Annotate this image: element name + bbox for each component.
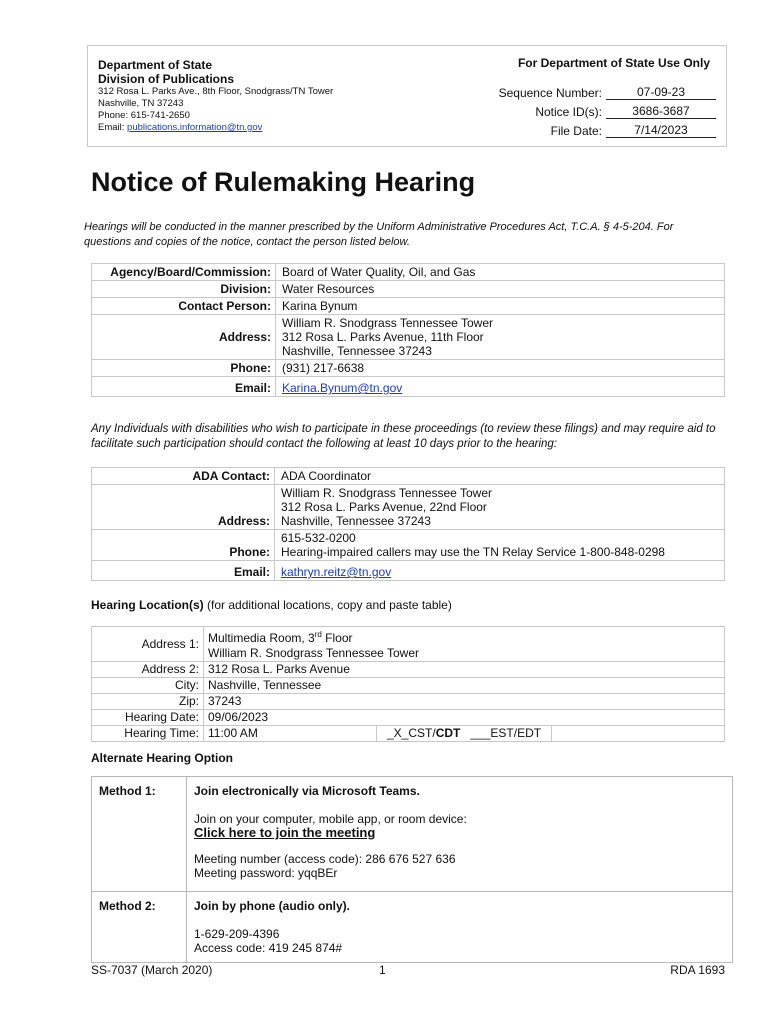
email-label: Email: [92, 377, 276, 397]
publisher-city: Nashville, TN 37243 [98, 98, 184, 109]
publisher-email-link[interactable]: publications.information@tn.gov [127, 122, 263, 133]
cst-label: CST/ [408, 726, 436, 740]
ada-contact-row [92, 468, 725, 485]
alternate-option-heading: Alternate Hearing Option [91, 751, 234, 765]
publisher-info [98, 58, 333, 134]
publisher-email-line [98, 122, 333, 134]
hearing-locations-heading-note: (for additional locations, copy and paste table) [203, 598, 452, 612]
loc-zip-value: 37243 [204, 694, 725, 710]
loc-city-label: City: [92, 678, 204, 694]
file-date-value: 7/14/2023 [606, 123, 716, 138]
division-value: Water Resources [276, 281, 725, 298]
loc-room: Multimedia Room, 3 [208, 631, 315, 645]
method-2-details [187, 892, 733, 963]
office-use-title: For Department of State Use Only [517, 56, 710, 70]
est-label: EST/EDT [490, 726, 542, 740]
rda-number: RDA 1693 [670, 963, 725, 977]
division-label: Division: [92, 281, 276, 298]
hearing-location-table [91, 626, 725, 742]
publisher-address: 312 Rosa L. Parks Ave., 8th Floor, Snodgrass/TN Tower [98, 86, 334, 97]
ada-email-cell [275, 561, 725, 581]
method-2-title: Join by phone (audio only). [194, 899, 350, 913]
loc-address1-line-1 [208, 627, 720, 646]
ada-address-line-3: Nashville, Tennessee 37243 [281, 514, 431, 528]
notice-id-label: Notice ID(s): [535, 105, 602, 119]
hearing-locations-heading-bold: Hearing Location(s) [91, 598, 204, 612]
file-date-label: File Date: [550, 124, 602, 138]
method-1-details [187, 777, 733, 892]
sequence-value: 07-09-23 [606, 85, 716, 100]
method-2-row [92, 892, 733, 963]
agency-row [92, 264, 725, 281]
loc-time-value: 11:00 AM [204, 726, 377, 742]
page-footer [91, 963, 725, 977]
loc-address1-label: Address 1: [92, 627, 204, 662]
loc-timezone-options [377, 726, 552, 742]
loc-address2-row [92, 662, 725, 678]
loc-time-label: Hearing Time: [92, 726, 204, 742]
form-number: SS-7037 (March 2020) [91, 963, 213, 977]
disability-note: Any Individuals with disabilities who wish to participate in these proceedings (to review these filings) and may require aid to facilitate such participation should contact the following at least 10 days prior to the hearing: [91, 423, 716, 450]
ada-email-label: Email: [92, 561, 275, 581]
ada-address-line-1: William R. Snodgrass Tennessee Tower [281, 486, 492, 500]
address-label: Address: [92, 315, 276, 360]
phone-label: Phone: [92, 360, 276, 377]
loc-address1-line-2: William R. Snodgrass Tennessee Tower [208, 646, 419, 660]
agency-value: Board of Water Quality, Oil, and Gas [276, 264, 725, 281]
method-2-label: Method 2: [92, 892, 187, 963]
notice-id-value: 3686-3687 [606, 104, 716, 119]
agency-label: Agency/Board/Commission: [92, 264, 276, 281]
cdt-label: CDT [435, 726, 461, 740]
ada-table [91, 467, 725, 581]
contact-label: Contact Person: [92, 298, 276, 315]
loc-address1-row [92, 627, 725, 662]
method-1-row [92, 777, 733, 892]
loc-room-ordinal: rd [314, 630, 322, 639]
address-line-2: 312 Rosa L. Parks Avenue, 11th Floor [282, 330, 484, 344]
method-1-title: Join electronically via Microsoft Teams. [194, 784, 420, 798]
join-meeting-link[interactable]: Click here to join the meeting [194, 825, 376, 840]
contact-email-link[interactable]: Karina.Bynum@tn.gov [282, 381, 403, 395]
division-name: Division of Publications [98, 72, 235, 86]
email-row [92, 377, 725, 397]
page-number: 1 [379, 963, 386, 977]
meeting-password: Meeting password: yqqBEr [194, 866, 338, 880]
notice-id-row [480, 100, 718, 119]
loc-city-row [92, 678, 725, 694]
loc-date-row [92, 710, 725, 726]
loc-city-value: Nashville, Tennessee [204, 678, 725, 694]
address-line-3: Nashville, Tennessee 37243 [282, 344, 432, 358]
meeting-number: Meeting number (access code): 286 676 527 636 [194, 852, 456, 866]
loc-address2-label: Address 2: [92, 662, 204, 678]
alternate-options-table [91, 776, 733, 963]
method-1-instructions: Join on your computer, mobile app, or room device: [194, 812, 467, 826]
intro-text: Hearings will be conducted in the manner prescribed by the Uniform Administrative Procedures Act, T.C.A. § 4-5-204. For questions and copies of the notice, contact the person listed below. [84, 221, 674, 248]
ada-address-value [275, 485, 725, 530]
cst-mark: _X_ [387, 726, 409, 740]
dial-in-number: 1-629-209-4396 [194, 927, 280, 941]
division-row [92, 281, 725, 298]
phone-value: (931) 217-6638 [276, 360, 725, 377]
ada-contact-label: ADA Contact: [92, 468, 275, 485]
dial-in-access-code: Access code: 419 245 874# [194, 941, 343, 955]
ada-address-line-2: 312 Rosa L. Parks Avenue, 22nd Floor [281, 500, 487, 514]
loc-date-label: Hearing Date: [92, 710, 204, 726]
department-name: Department of State [98, 58, 213, 72]
sequence-label: Sequence Number: [498, 86, 602, 100]
loc-zip-row [92, 694, 725, 710]
ada-email-row [92, 561, 725, 581]
loc-room-floor: Floor [321, 631, 353, 645]
ada-phone-number: 615-532-0200 [281, 531, 356, 545]
loc-date-value: 09/06/2023 [204, 710, 725, 726]
address-value [276, 315, 725, 360]
loc-time-empty [552, 726, 725, 742]
contact-value: Karina Bynum [276, 298, 725, 315]
hearing-locations-heading [91, 598, 452, 612]
page-title: Notice of Rulemaking Hearing [91, 167, 476, 197]
ada-email-link[interactable]: kathryn.reitz@tn.gov [281, 565, 392, 579]
sequence-row [480, 81, 718, 100]
ada-contact-value: ADA Coordinator [275, 468, 725, 485]
est-mark: ___ [470, 726, 491, 740]
address-line-1: William R. Snodgrass Tennessee Tower [282, 316, 493, 330]
loc-address1-value [204, 627, 725, 662]
phone-row [92, 360, 725, 377]
method-1-label: Method 1: [92, 777, 187, 892]
ada-phone-row [92, 530, 725, 561]
file-date-row [480, 119, 718, 138]
loc-time-row [92, 726, 725, 742]
ada-address-row [92, 485, 725, 530]
email-cell [276, 377, 725, 397]
address-row [92, 315, 725, 360]
contact-row [92, 298, 725, 315]
header-box [87, 45, 727, 147]
loc-zip-label: Zip: [92, 694, 204, 710]
publisher-email-label: Email: [98, 122, 128, 133]
ada-relay-note: Hearing-impaired callers may use the TN Relay Service 1-800-848-0298 [281, 545, 665, 559]
ada-address-label: Address: [92, 485, 275, 530]
office-use-block [480, 56, 718, 138]
agency-table [91, 263, 725, 397]
loc-address2-value: 312 Rosa L. Parks Avenue [204, 662, 725, 678]
ada-phone-value [275, 530, 725, 561]
publisher-phone: Phone: 615-741-2650 [98, 110, 190, 121]
ada-phone-label: Phone: [92, 530, 275, 561]
